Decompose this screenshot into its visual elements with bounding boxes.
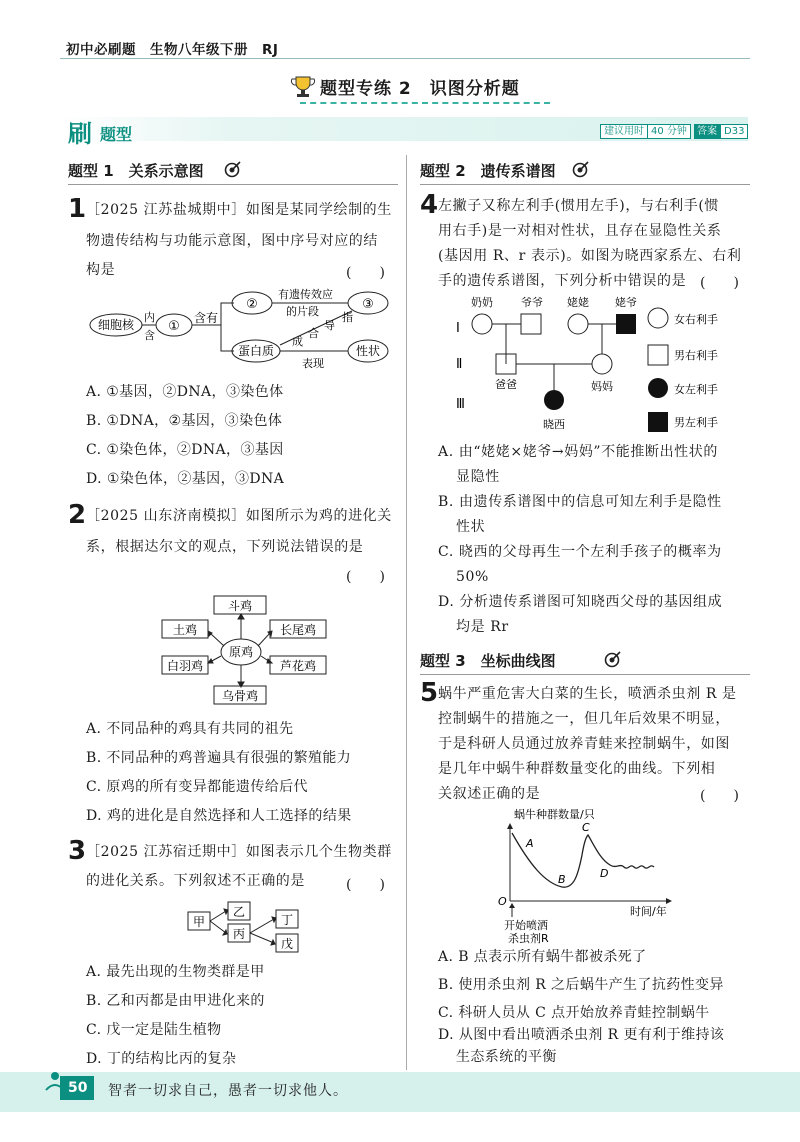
option: A. B 点表示所有蜗牛都被杀死了 [438,949,647,965]
option: D. 分析遗传系谱图可知晓西父母的基因组成 [438,594,723,610]
legend-label: 女右利手 [674,313,718,326]
question-text-line: 关叙述正确的是 [438,786,541,802]
time-label: 建议用时 [600,124,648,139]
answer-paren: ( ) [346,265,385,281]
person-label: 爷爷 [521,296,543,309]
diagram-label: 合 [308,327,319,340]
annotation: 开始喷洒 [504,919,548,932]
column-divider [406,155,407,1070]
diagram-label: 乙 [232,905,246,919]
question-text-line: 于是科研人员通过放养青蛙来控制蜗牛，如图 [438,736,730,752]
option: C. 科研人员从 C 点开始放养青蛙控制蜗牛 [438,1005,710,1021]
option: B. 不同品种的鸡普遍具有很强的繁殖能力 [86,750,352,766]
header-divider [60,58,750,59]
answer-paren: ( ) [700,275,739,291]
banner-shua: 刷 [68,120,92,148]
target-icon [572,160,590,178]
question-text-line: 左撇子又称左利手(惯用左手)，与右利手(惯 [438,198,719,214]
diagram-label: 甲 [192,915,206,929]
question-text-line: (基因用 R、r 表示)。如图为晓西家系左、右利 [438,248,742,264]
diagram-label: 含 [144,329,155,342]
legend-label: 男左利手 [674,416,718,429]
book-header: 初中必刷题 生物八年级下册 RJ [66,42,279,58]
question-text-line: 是几年中蜗牛种群数量变化的曲线。下列相 [438,761,716,777]
point-label: B [558,873,566,886]
option: A. 最先出现的生物类群是甲 [86,964,265,980]
diagram-label: 性状 [355,344,381,358]
answer-value: D33 [720,124,748,139]
structure-diagram [86,285,396,380]
diagram-label: 芦花鸡 [279,659,317,673]
option-cont: 性状 [456,519,486,535]
section-underline-1 [68,184,398,185]
section-underline-3 [420,674,750,675]
option: A. 不同品种的鸡具有共同的祖先 [86,721,294,737]
time-value: 40 分钟 [647,124,691,139]
diagram-label: 丙 [232,927,246,941]
question-text-line: 蜗牛严重危害大白菜的生长，喷洒杀虫剂 R 是 [438,686,737,702]
diagram-label: 乌骨鸡 [221,689,259,703]
reader-icon [44,1070,66,1092]
legend-label: 女左利手 [674,383,718,396]
person-label: 奶奶 [471,296,493,309]
option: D. ①染色体，②基因，③DNA [86,471,285,487]
person-label: 姥姥 [567,296,589,309]
chicken-evolution-diagram [158,592,358,710]
person-label: 姥爷 [615,296,637,309]
option: B. 使用杀虫剂 R 之后蜗牛产生了抗药性变异 [438,977,724,993]
diagram-label: 含有 [194,311,219,325]
trophy-icon [290,74,316,100]
option: D. 丁的结构比丙的复杂 [86,1051,237,1067]
point-label: D [600,867,609,880]
diagram-label: ① [168,319,180,334]
generation-label: Ⅰ [456,321,460,336]
option: D. 从图中看出喷洒杀虫剂 R 更有利于维持该 [438,1027,725,1043]
diagram-label: 有遗传效应 [278,288,333,301]
section-underline-2 [420,184,750,185]
section-title-3: 题型 3 坐标曲线图 [420,652,556,670]
diagram-label: 表现 [302,357,324,370]
diagram-label: 指 [342,311,353,324]
page-title-block [280,72,580,102]
answer-paren: ( ) [346,569,385,585]
question-number: 5 [420,678,439,708]
option-cont: 生态系统的平衡 [456,1049,557,1065]
option: B. 由遗传系谱图中的信息可知左利手是隐性 [438,494,722,510]
option: B. 乙和丙都是由甲进化来的 [86,993,265,1009]
question-text-line: ［2025 山东济南模拟］如图所示为鸡的进化关 [86,508,392,524]
question-number: 2 [68,500,87,530]
question-text-line: ［2025 江苏宿迁期中］如图表示几个生物类群 [86,844,392,860]
question-text-line: 构是 [86,262,116,278]
generation-label: Ⅱ [456,357,463,372]
diagram-label: 丁 [280,913,294,927]
diagram-label: 的片段 [286,305,319,318]
point-label: C [582,821,590,834]
diagram-label: ③ [362,297,374,312]
answer-paren: ( ) [346,877,385,893]
point-label: A [526,837,534,850]
question-text-line: ［2025 江苏盐城期中］如图是某同学绘制的生 [86,202,392,218]
question-text-line: 系，根据达尔文的观点，下列说法错误的是 [86,539,364,555]
question-number: 3 [68,836,87,866]
affected-female [544,390,564,410]
section-title-2: 题型 2 遗传系谱图 [420,162,556,180]
target-icon [604,650,622,668]
question-text-line: 手的遗传系谱图，下列分析中错误的是 [438,273,687,289]
banner-label: 题型 [100,125,133,144]
diagram-label: 斗鸡 [227,599,253,613]
snail-population-curve [490,805,690,945]
diagram-label: 成 [292,335,303,348]
answer-label: 答案 [694,124,720,139]
generation-label: Ⅲ [456,397,465,412]
option: B. ①DNA，②基因，③染色体 [86,413,283,429]
diagram-label: 细胞核 [97,318,135,332]
question-number: 4 [420,190,439,220]
annotation: 杀虫剂R [508,932,549,945]
option: D. 鸡的进化是自然选择和人工选择的结果 [86,808,352,824]
diagram-label: 内 [144,311,155,324]
option: A. ①基因，②DNA，③染色体 [86,384,284,400]
diagram-label: 土鸡 [172,623,198,637]
diagram-label: 蛋白质 [237,344,275,358]
section-title-1: 题型 1 关系示意图 [68,162,204,180]
question-text-line: 物遗传结构与功能示意图，图中序号对应的结 [86,233,378,249]
diagram-label: 长尾鸡 [279,623,317,637]
title-underline [300,102,550,104]
x-axis-label: 时间/年 [630,905,667,918]
footer-motto: 智者一切求自己，愚者一切求他人。 [108,1083,348,1099]
person-label: 晓西 [543,418,565,431]
question-text-line: 控制蜗牛的措施之一，但几年后效果不明显， [438,711,730,727]
person-label: 妈妈 [591,380,613,393]
diagram-label: 戊 [280,937,294,951]
option: A. 由“姥姥×姥爷→妈妈”不能推断出性状的 [438,444,718,460]
page-number: 50 [68,1080,88,1096]
person-label: 爸爸 [495,378,517,391]
diagram-label: 原鸡 [228,645,254,659]
option-cont: 均是 Rr [456,619,509,635]
diagram-label: 导 [324,319,335,332]
affected-male [616,314,636,334]
question-text-line: 用右手)是一对相对性状，且存在显隐性关系 [438,223,722,239]
target-icon [224,160,242,178]
diagram-label: 白羽鸡 [166,659,204,673]
legend-label: 男右利手 [674,349,718,362]
option: C. ①染色体，②DNA，③基因 [86,442,284,458]
question-text-line: 的进化关系。下列叙述不正确的是 [86,873,305,889]
answer-paren: ( ) [700,788,739,804]
taxa-evolution-diagram [186,898,306,956]
option-cont: 50% [456,569,489,585]
y-axis-label: 蜗牛种群数量/只 [514,808,595,821]
diagram-label: ② [246,297,258,312]
pedigree-chart [450,292,750,440]
origin-label: O [498,895,507,908]
option-cont: 显隐性 [456,469,500,485]
option: C. 晓西的父母再生一个左利手孩子的概率为 [438,544,722,560]
page-title: 题型专练 2 识图分析题 [320,79,520,99]
question-number: 1 [68,194,87,224]
option: C. 戊一定是陆生植物 [86,1022,222,1038]
option: C. 原鸡的所有变异都能遗传给后代 [86,779,308,795]
